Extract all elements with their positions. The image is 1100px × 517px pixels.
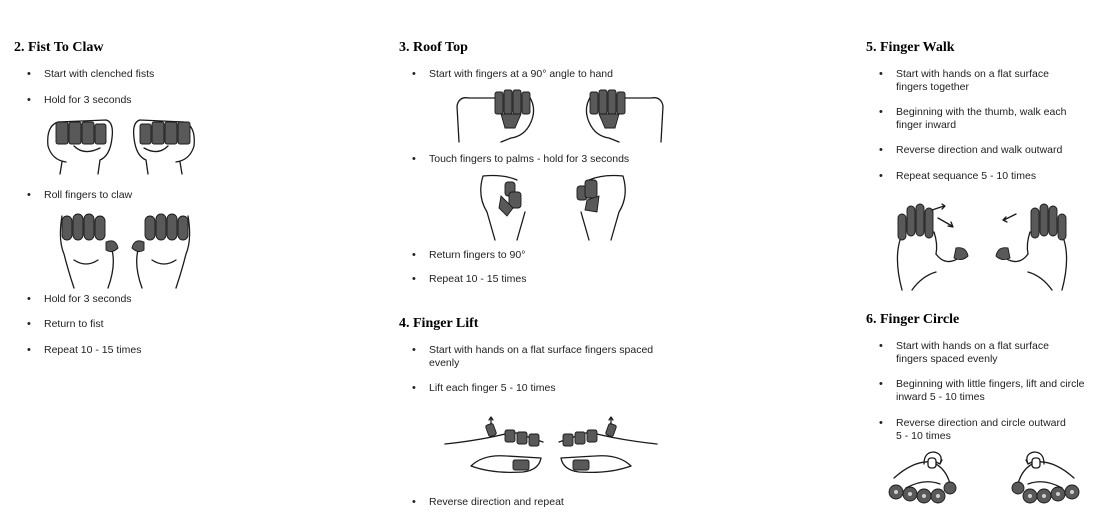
step-line: inward 5 - 10 times — [896, 391, 985, 403]
section-title: 5. Finger Walk — [866, 40, 955, 55]
finger-lift-icon — [443, 414, 659, 476]
step-item: • Repeat 10 - 15 times — [399, 273, 526, 286]
step-item: • Start with clenched fists — [14, 68, 154, 81]
step-item: • Return fingers to 90° — [399, 249, 525, 262]
fingers-to-palms-icon — [473, 172, 633, 242]
step-line: • Repeat sequance 5 - 10 times — [896, 170, 1037, 182]
section-title: 3. Roof Top — [399, 40, 468, 55]
section-title: 6. Finger Circle — [866, 312, 960, 327]
step-line: evenly — [429, 357, 460, 369]
finger-circle-icon — [884, 448, 1084, 510]
section-roof-top — [399, 0, 699, 517]
section-finger-walk — [866, 0, 1091, 517]
step-item: • Roll fingers to claw — [14, 189, 132, 202]
section-title: 4. Finger Lift — [399, 316, 479, 331]
step-item — [399, 382, 556, 395]
step-item: • Hold for 3 seconds — [14, 293, 132, 306]
step-item: • Repeat 10 - 15 times — [14, 344, 141, 357]
finger-walk-icon — [892, 196, 1072, 292]
step-line: • Lift each finger 5 - 10 times — [429, 382, 556, 394]
step-item — [866, 417, 1066, 443]
step-line: • Reverse direction and circle outward — [896, 417, 1066, 429]
step-item — [866, 68, 1049, 94]
step-line: • Start with hands on a flat surface fingers spaced — [429, 344, 654, 356]
step-item — [866, 106, 1066, 132]
step-item: • Touch fingers to palms - hold for 3 seconds — [399, 153, 629, 166]
step-item — [866, 170, 1036, 183]
step-line: • Reverse direction and repeat — [429, 496, 564, 508]
step-line: • Beginning with little fingers, lift and circle — [896, 378, 1085, 390]
step-line: 5 - 10 times — [896, 430, 951, 442]
step-line: • Reverse direction and walk outward — [896, 144, 1063, 156]
section-fist-to-claw — [14, 0, 344, 517]
step-item — [866, 378, 1085, 404]
claw-hands-icon — [50, 210, 200, 290]
step-item — [866, 144, 1062, 157]
step-line: • Start with hands on a flat surface — [896, 68, 1049, 80]
step-item: • Start with fingers at a 90° angle to hand — [399, 68, 613, 81]
step-line: • Start with hands on a flat surface — [896, 340, 1049, 352]
step-item — [399, 496, 564, 509]
step-item — [866, 340, 1049, 366]
step-item: • Return to fist — [14, 318, 104, 331]
step-item: • Hold for 3 seconds — [14, 94, 132, 107]
clenched-fists-icon — [44, 112, 204, 176]
step-line: • Beginning with the thumb, walk each — [896, 106, 1067, 118]
step-line: fingers together — [896, 81, 969, 93]
step-item — [399, 344, 653, 370]
step-line: finger inward — [896, 119, 957, 131]
step-line: fingers spaced evenly — [896, 353, 998, 365]
section-title: 2. Fist To Claw — [14, 40, 104, 55]
roof-top-hands-icon — [455, 88, 665, 144]
